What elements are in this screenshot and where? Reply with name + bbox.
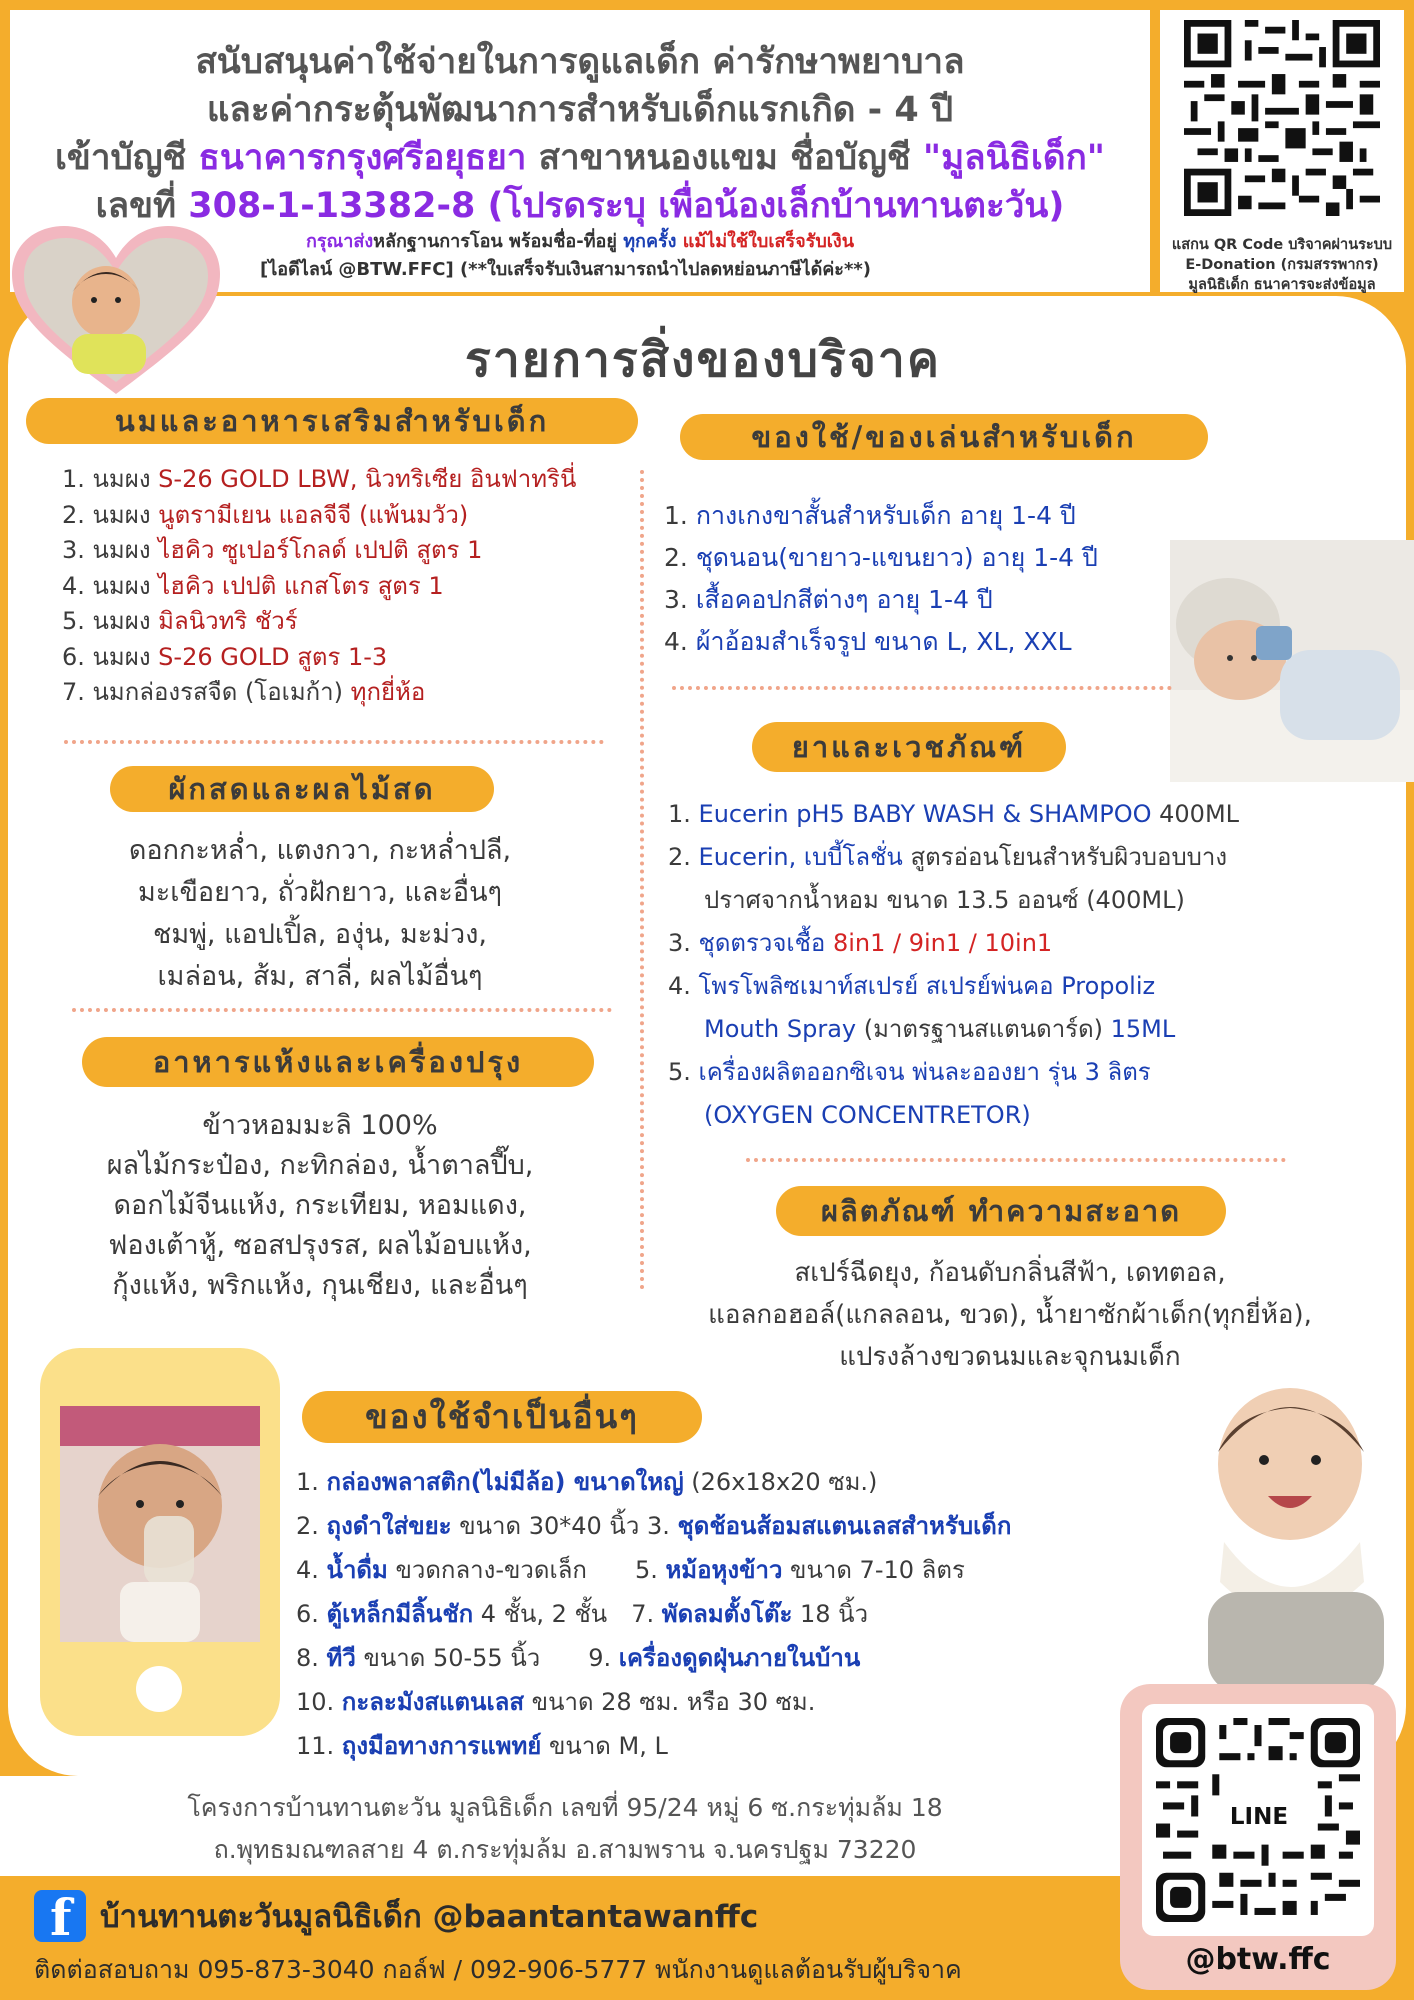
list-item-continuation: Mouth Spray (มาตรฐานสแตนดาร์ด) 15ML: [704, 1015, 1176, 1043]
list-item: 4. ผ้าอ้อมสำเร็จรูป ขนาด L, XL, XXL: [664, 627, 1072, 656]
list-item: 5. นมผง มิลนิวทริ ชัวร์: [62, 607, 298, 635]
bank-account-line: เข้าบัญชี ธนาคารกรุงศรีอยุธยา สาขาหนองแขม ชื่อบัญชี "มูลนิธิเด็ก": [54, 138, 1106, 178]
account-name: "มูลนิธิเด็ก": [922, 138, 1106, 178]
milk-list: [62, 462, 576, 711]
address-line-1: โครงการบ้านทานตะวัน มูลนิธิเด็ก เลขที่ 95/24 หมู่ 6 ซ.กระทุ่มล้ม 18: [187, 1793, 943, 1822]
list-item: 4. โพรโพลิซเมาท์สเปรย์ สเปรย์พ่นคอ Propoliz: [668, 972, 1156, 1000]
list-item: 1. กางเกงขาสั้นสำหรับเด็ก อายุ 1-4 ปี: [664, 501, 1076, 530]
page-title: รายการสิ่งของบริจาค: [465, 332, 941, 388]
account-number: 308-1-13382-8: [188, 186, 476, 226]
bank-name: ธนาคารกรุงศรีอยุธยา: [198, 138, 527, 178]
baby-photo-lying: [1170, 540, 1414, 782]
list-item: 6. นมผง S-26 GOLD สูตร 1-3: [62, 642, 388, 671]
edonation-qr-caption: แสกน QR Code บริจาคผ่านระบบ E-Donation (กรมสรรพากร) มูลนิธิเด็ก ธนาคารจะส่งข้อมูล: [1171, 237, 1393, 293]
divider: [72, 1008, 612, 1012]
phone-frame-graphic: [40, 1348, 280, 1736]
list-item: 6. ตู้เหล็กมีลิ้นชัก 4 ชั้น, 2 ชั้น 7. พัดลมตั้งโต๊ะ 18 นิ้ว: [296, 1600, 869, 1628]
list-item: 1. Eucerin pH5 BABY WASH & SHAMPOO 400ML: [668, 800, 1240, 828]
account-number-line: เลขที่ 308-1-13382-8 (โปรดระบุ เพื่อน้องเล็กบ้านทานตะวัน): [95, 186, 1065, 226]
list-item: 2. นมผง นูตรามีเยน แอลจีจี (แพ้นมวัว): [62, 500, 469, 529]
address-line-2: ถ.พุทธมณฑลสาย 4 ต.กระทุ่มล้ม อ.สามพราน จ.นครปฐม 73220: [213, 1835, 917, 1864]
vegetables-section-heading: ผักสดและผลไม้สด: [110, 766, 494, 812]
facebook-icon: f: [34, 1890, 86, 1942]
list-item: 11. ถุงมือทางการแพทย์ ขนาด M, L: [296, 1732, 668, 1760]
baby-photo-smiling: [1194, 1372, 1394, 1692]
medicine-list: [668, 793, 1239, 1137]
title-banner: [258, 298, 1148, 400]
list-item: 2. ชุดนอน(ขายาว-แขนยาว) อายุ 1-4 ปี: [664, 543, 1098, 572]
line-id: @btw.ffc: [1185, 1942, 1331, 1977]
address-panel: [0, 1776, 1130, 1876]
column-divider: [640, 470, 644, 1290]
divider: [672, 686, 1172, 690]
divider: [64, 740, 604, 744]
list-item: 4. นมผง ไฮคิว เปปติ แกสโตร สูตร 1: [62, 571, 444, 600]
cleaning-section-heading: ผลิตภัณฑ์ ทำความสะอาด: [776, 1186, 1226, 1236]
other-items-section-heading: ของใช้จำเป็นอื่นๆ: [302, 1391, 702, 1443]
list-item: 8. ทีวี ขนาด 50-55 นิ้ว 9. เครื่องดูดฝุ่นภายในบ้าน: [296, 1644, 861, 1672]
other-items-list: [296, 1460, 1011, 1768]
list-item: 3. เสื้อคอปกสีต่างๆ อายุ 1-4 ปี: [664, 585, 993, 614]
edonation-qr-code[interactable]: [1184, 20, 1380, 216]
transfer-note: กรุณาส่งหลักฐานการโอน พร้อมชื่อ-ที่อยู่ ทุกครั้ง แม้ไม่ใช้ใบเสร็จรับเงิน: [305, 231, 855, 252]
header-line-1: สนับสนุนค่าใช้จ่ายในการดูแลเด็ก ค่ารักษาพยาบาล: [195, 42, 965, 82]
dry-food-section-heading: อาหารแห้งและเครื่องปรุง: [82, 1037, 594, 1087]
facebook-link[interactable]: [34, 1888, 759, 1947]
dry-food-text: ข้าวหอมมะลิ 100% ผลไม้กระป๋อง, กะทิกล่อง, น้ำตาลปี๊บ, ดอกไม้จีนแห้ง, กระเทียม, หอมแดง, ฟองเต้าหู้, ซอสปรุงรส, ผลไม้อบแห้ง, กุ้งแห้ง, พริกแห้ง, กุนเชียง, และอื่นๆ: [106, 1110, 534, 1301]
toys-list: [664, 495, 1098, 663]
list-item-continuation: ปราศจากน้ำหอม ขนาด 13.5 ออนซ์ (400ML): [704, 886, 1185, 914]
list-item: 7. นมกล่องรสจืด (โอเมก้า) ทุกยี่ห้อ: [62, 678, 426, 706]
list-item-continuation: (OXYGEN CONCENTRETOR): [704, 1101, 1031, 1129]
phone-home-button-graphic: [136, 1666, 182, 1712]
list-item: 4. น้ำดื่ม ขวดกลาง-ขวดเล็ก 5. หม้อหุงข้าว ขนาด 7-10 ลิตร: [296, 1556, 965, 1584]
list-item: 10. กะละมังสแตนเลส ขนาด 28 ซม. หรือ 30 ซม.: [296, 1688, 816, 1716]
line-logo: LINE: [1229, 1804, 1289, 1830]
vegetables-text: ดอกกะหล่ำ, แตงกวา, กะหล่ำปลี, มะเขือยาว, ถั่วฝักยาว, และอื่นๆ ชมพู่, แอปเปิ้ล, องุ่น, มะม่วง, เมล่อน, ส้ม, สาลี่, ผลไม้อื่นๆ: [128, 835, 512, 992]
list-item: 2. ถุงดำใส่ขยะ ขนาด 30*40 นิ้ว 3. ชุดช้อนส้อมสแตนเลสสำหรับเด็ก: [296, 1512, 1012, 1540]
divider: [746, 1158, 1286, 1162]
baby-photo-bottle: [60, 1406, 260, 1642]
list-item: 1. กล่องพลาสติก(ไม่มีล้อ) ขนาดใหญ่ (26x18x20 ซม.): [296, 1468, 878, 1496]
header-line-2: และค่ากระตุ้นพัฒนาการสำหรับเด็กแรกเกิด - 4 ปี: [206, 90, 954, 130]
child-photo-heart: [6, 222, 226, 402]
toys-section-heading: ของใช้/ของเล่นสำหรับเด็ก: [680, 414, 1208, 460]
list-item: 2. Eucerin, เบบี้โลชั่น สูตรอ่อนโยนสำหรับผิวบอบบาง: [668, 843, 1228, 871]
medicine-section-heading: ยาและเวชภัณฑ์: [752, 722, 1066, 772]
list-item: 1. นมผง S-26 GOLD LBW, นิวทริเซีย อินฟาทรินี่: [62, 465, 577, 493]
list-item: 3. ชุดตรวจเชื้อ 8in1 / 9in1 / 10in1: [668, 929, 1053, 957]
cleaning-text: สเปร์ฉีดยุง, ก้อนดับกลิ่นสีฟ้า, เดทตอล, แอลกอฮอล์(แกลลอน, ขวด), น้ำยาซักผ้าเด็ก(ทุกยี่ห้อ), แปรงล้างขวดนมและจุกนมเด็ก: [708, 1258, 1312, 1372]
list-item: 3. นมผง ไฮคิว ซูเปอร์โกลด์ เปปติ สูตร 1: [62, 536, 483, 564]
line-id-note: [ไอดีไลน์ @BTW.FFC] (**ใบเสร็จรับเงินสามารถนำไปลดหย่อนภาษีได้ค่ะ**): [260, 259, 872, 280]
list-item: 5. เครื่องผลิตออกซิเจน พ่นละอองยา รุ่น 3 ลิตร: [668, 1058, 1151, 1086]
edonation-qr-panel: [1160, 10, 1404, 292]
line-qr-panel: [1120, 1684, 1396, 1990]
milk-section-heading: นมและอาหารเสริมสำหรับเด็ก: [26, 398, 638, 444]
contact-phone-line: ติดต่อสอบถาม 095-873-3040 กอล์ฟ / 092-906-5777 พนักงานดูแลต้อนรับผู้บริจาค: [34, 1955, 962, 1984]
facebook-page-name: บ้านทานตะวันมูลนิธิเด็ก @baantantawanffc: [100, 1899, 759, 1935]
